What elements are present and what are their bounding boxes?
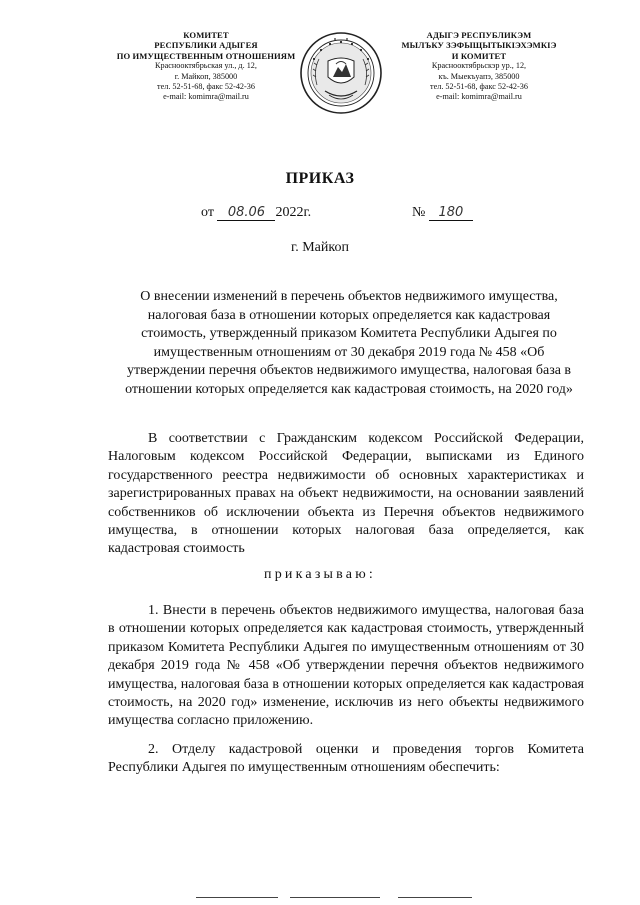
header-right-block (390, 30, 568, 103)
preamble-paragraph: В соответствии с Гражданским кодексом Российской Федерации, Налоговым кодексом Российской Федерации, выписками из Единого государственного реестра недвижимости об основных характеристиках и зарегистрированных правах на объект недвижимости, на основании заявлений собственников об исключении объекта из Перечня объектов недвижимого имущества, в отношении которых налоговая база определяется, как кадастровая стоимость (108, 431, 584, 557)
header-right-email: e-mail: komimra@mail.ru (436, 92, 522, 102)
header-left-line3: ПО ИМУЩЕСТВЕННЫМ ОТНОШЕНИЯМ (116, 50, 296, 61)
order-subject: О внесении изменений в перечень объектов недвижимого имущества, налоговая база в отношении которых определяется как кадастровая стоимость, утвержденный приказом Комитета Республики Адыгея по имущественным отношениям от 30 декабря 2019 года № 458 «Об утверждении перечня объектов недвижимого имущества, налоговая база в отношении которых определяется как кадастровая стоимость, на 2020 год» (125, 289, 573, 397)
order-date (201, 205, 311, 221)
header-left-block (106, 30, 306, 103)
header-right-line1: АДЫГЭ РЕСПУБЛИКЭМ (426, 30, 532, 40)
header-right-line3: И КОМИТЕТ (451, 50, 507, 61)
header-left-email: e-mail: komimra@mail.ru (163, 92, 249, 102)
coat-of-arms-icon (299, 31, 383, 115)
footer-rule-right (398, 897, 472, 898)
document-title: ПРИКАЗ (285, 170, 355, 187)
header-right-line2: МЫЛЪКУ ЗЭФЫЩЫТЫКІЭХЭМКІЭ (401, 40, 557, 51)
header-left-line1: КОМИТЕТ (183, 30, 229, 40)
header-right-city: къ. Мыекъуапэ, 385000 (438, 71, 520, 81)
header-left-city: г. Майкоп, 385000 (174, 71, 238, 81)
date-prefix: от (201, 205, 214, 220)
number-prefix: № (412, 205, 426, 220)
footer-rule-left (196, 897, 278, 898)
handwritten-date: 08.06 (217, 206, 275, 221)
header-left-address: Краснооктябрьская ул., д. 12, (155, 61, 257, 71)
order-word: приказываю: (264, 567, 376, 582)
date-suffix: 2022г. (275, 205, 312, 220)
header-right-phone: тел. 52-51-68, факс 52-42-36 (430, 82, 528, 92)
city-line: г. Майкоп (291, 240, 349, 255)
order-item-2: 2. Отделу кадастровой оценки и проведения торгов Комитета Республики Адыгея по имущественным отношениям обеспечить: (108, 742, 584, 776)
header-left-phone: тел. 52-51-68, факс 52-42-36 (157, 82, 255, 92)
order-item-1: 1. Внести в перечень объектов недвижимого имущества, налоговая база в отношении которых определяется как кадастровая стоимость, утвержденный приказом Комитета Республики Адыгея по имущественным отношениям от 30 декабря 2019 года № 458 «Об утверждении перечня объектов недвижимого имущества, налоговая база в отношении которых определяется как кадастровая стоимость, на 2020 год» изменение, исключив из него объекты недвижимого имущества согласно приложению. (108, 603, 584, 729)
footer-rule-middle (290, 897, 380, 898)
header-right-address: Краснооктябрьскэр ур., 12, (431, 61, 527, 71)
order-number (412, 205, 473, 221)
header-left-line2: РЕСПУБЛИКИ АДЫГЕЯ (154, 40, 258, 51)
handwritten-number: 180 (429, 206, 473, 221)
